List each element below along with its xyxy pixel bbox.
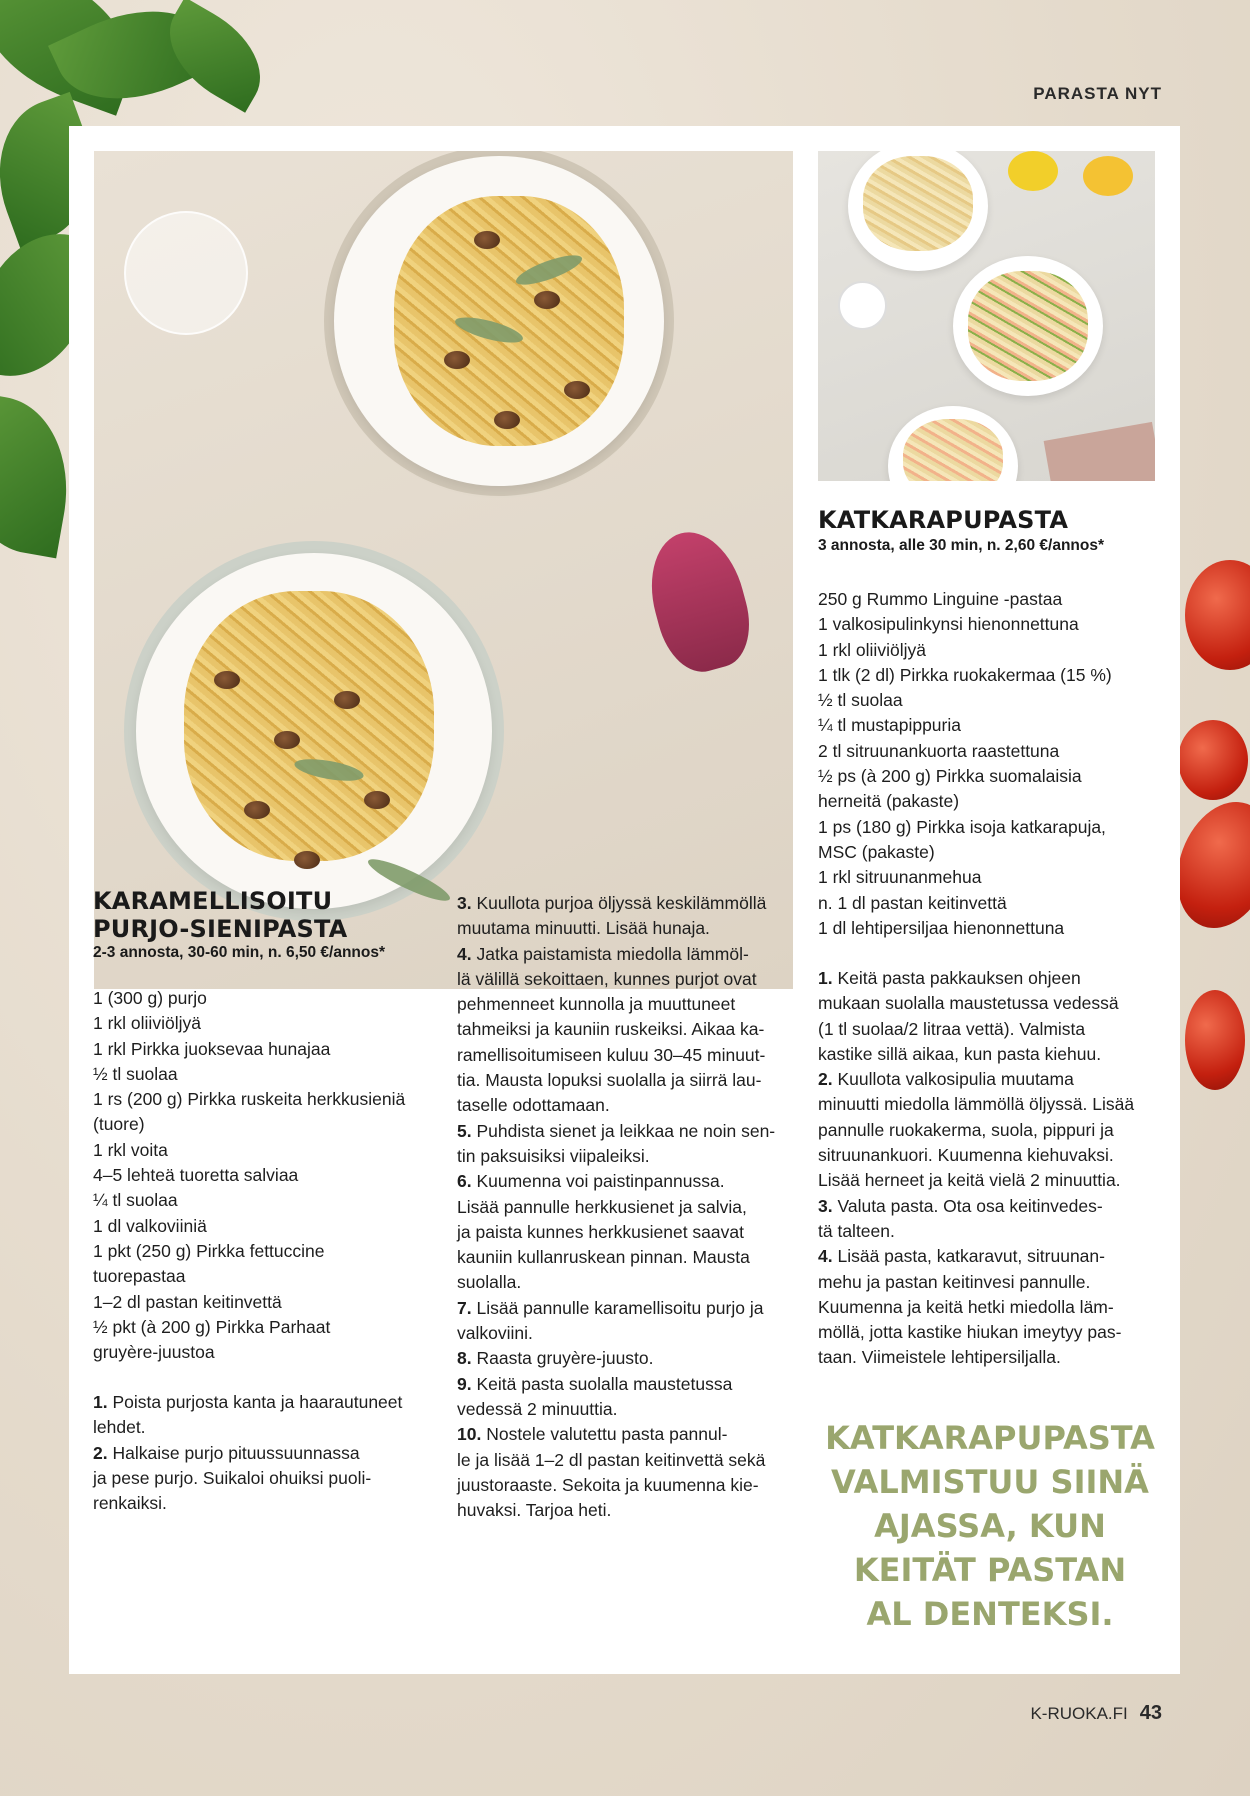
step-line	[457, 1397, 775, 1422]
step-number: 9.	[457, 1373, 477, 1394]
recipe2-meta: 3 annosta, alle 30 min, n. 2,60 €/annos*	[818, 537, 1105, 554]
step-number: 3.	[818, 1195, 838, 1216]
step-text: Jatka paistamista miedolla lämmöl-	[476, 943, 749, 964]
step-text: Nostele valutettu pasta pannul-	[486, 1424, 728, 1445]
page-number: 43	[1139, 1702, 1162, 1724]
step-line	[93, 1415, 402, 1440]
step-text: Lisää pannulle karamellisoitu purjo ja	[476, 1297, 764, 1318]
ingredient-item: 1 dl lehtipersiljaa hienonnettuna	[818, 917, 1065, 938]
ingredient-item: MSC (pakaste)	[818, 841, 935, 862]
step-line	[93, 1390, 402, 1415]
ingredient-item: 1 rkl oliiviöljyä	[818, 639, 926, 660]
step-line	[457, 891, 775, 916]
step-line	[818, 1219, 1134, 1244]
step-line	[818, 1194, 1134, 1219]
recipe1-meta: 2-3 annosta, 30-60 min, n. 6,50 €/annos*	[93, 944, 386, 961]
step-line	[457, 1169, 775, 1194]
step-line	[818, 1295, 1134, 1320]
step-line	[457, 1270, 775, 1295]
step-line	[457, 1245, 775, 1270]
protea-flower	[637, 522, 760, 681]
step-text: Halkaise purjo pituussuunnassa	[112, 1442, 360, 1463]
ingredient-item: 1 valkosipulinkynsi hienonnettuna	[818, 614, 1079, 635]
step-number: 2.	[818, 1069, 838, 1090]
ingredient-item: 1 tlk (2 dl) Pirkka ruokakermaa (15 %)	[818, 664, 1112, 685]
step-line	[457, 1195, 775, 1220]
step-text: möllä, jotta kastike hiukan imeytyy pas-	[818, 1322, 1122, 1343]
step-line	[457, 942, 775, 967]
step-text: Kuullota valkosipulia muutama	[837, 1069, 1074, 1090]
recipe1-ingredients	[93, 986, 405, 1365]
step-text: tin paksuisiksi viipaleiksi.	[457, 1145, 650, 1166]
ingredient-item: n. 1 dl pastan keitinvettä	[818, 892, 1007, 913]
step-text: suolalla.	[457, 1272, 522, 1293]
step-text: ramellisoitumiseen kuluu 30–45 minuut-	[457, 1044, 766, 1065]
step-text: Lisää pannulle herkkusienet ja salvia,	[457, 1196, 747, 1217]
ingredient-item: ¼ tl suolaa	[93, 1190, 178, 1211]
step-text: le ja lisää 1–2 dl pastan keitinvettä sekä	[457, 1449, 766, 1470]
step-number: 10.	[457, 1424, 487, 1445]
leek-mushroom-pasta-photo	[94, 151, 793, 989]
step-line	[93, 1466, 402, 1491]
step-number: 8.	[457, 1348, 477, 1369]
shrimp-pasta-photo	[818, 151, 1155, 481]
step-text: muutama minuutti. Lisää hunaja.	[457, 918, 710, 939]
step-line	[818, 1118, 1134, 1143]
quote-line: VALMISTUU SIINÄ	[831, 1463, 1149, 1501]
step-text: sitruunankuori. Kuumenna kiehuvaksi.	[818, 1145, 1114, 1166]
recipe1-title: KARAMELLISOITU PURJO-SIENIPASTA	[93, 887, 348, 943]
step-text: Keitä pasta suolalla maustetussa	[476, 1373, 733, 1394]
step-line	[818, 966, 1134, 991]
step-text: Kuullota purjoa öljyssä keskilämmöllä	[476, 893, 767, 913]
ingredient-item: 1 pkt (250 g) Pirkka fettuccine	[93, 1240, 325, 1261]
step-line	[457, 1017, 775, 1042]
quote-line: KATKARAPUPASTA	[825, 1419, 1155, 1457]
ingredient-item: tuorepastaa	[93, 1266, 186, 1287]
ingredient-item: 1 rkl voita	[93, 1139, 168, 1160]
step-text: pehmenneet kunnolla ja muuttuneet	[457, 994, 736, 1015]
step-number: 3.	[457, 893, 477, 913]
ingredient-item: ½ pkt (à 200 g) Pirkka Parhaat	[93, 1316, 331, 1337]
step-line	[818, 1042, 1134, 1067]
step-text: Raasta gruyère-juusto.	[476, 1348, 654, 1369]
step-line	[93, 1491, 402, 1516]
ingredient-item: 1 dl valkoviiniä	[93, 1215, 207, 1236]
step-line	[818, 1270, 1134, 1295]
ingredient-item: ½ tl suolaa	[93, 1063, 178, 1084]
step-line	[457, 916, 775, 941]
step-text: valkoviini.	[457, 1323, 533, 1344]
step-text: minuutti miedolla lämmöllä öljyssä. Lisää	[818, 1094, 1135, 1115]
step-line	[818, 991, 1134, 1016]
step-text: Puhdista sienet ja leikkaa ne noin sen-	[476, 1120, 776, 1141]
step-line	[457, 1422, 775, 1447]
lemon-half	[1083, 156, 1133, 196]
ingredient-item: 1 rkl sitruunanmehua	[818, 867, 982, 888]
ingredient-item: ½ tl suolaa	[818, 690, 903, 711]
ingredient-item: 2 tl sitruunankuorta raastettuna	[818, 740, 1060, 761]
recipe2-title: KATKARAPUPASTA	[818, 506, 1069, 534]
step-line	[457, 1144, 775, 1169]
step-number: 4.	[818, 1246, 838, 1267]
step-line	[457, 1473, 775, 1498]
section-label: PARASTA NYT	[1033, 84, 1162, 103]
step-number: 1.	[818, 968, 838, 988]
step-text: juustoraaste. Sekoita ja kuumenna kie-	[457, 1474, 759, 1495]
ingredient-item: herneitä (pakaste)	[818, 791, 960, 812]
ingredient-item: 1 rkl oliiviöljyä	[93, 1013, 201, 1034]
step-line	[818, 1244, 1134, 1269]
step-line	[818, 1320, 1134, 1345]
ingredient-item: ¼ tl mustapippuria	[818, 715, 961, 736]
recipe1-steps-col1	[93, 1390, 402, 1516]
step-number: 2.	[93, 1442, 113, 1463]
wine-glass	[124, 211, 248, 335]
step-text: taselle odottamaan.	[457, 1095, 610, 1116]
ingredient-item: gruyère-juustoa	[93, 1342, 215, 1363]
step-text: ja pese purjo. Suikaloi ohuiksi puoli-	[93, 1467, 372, 1488]
ingredient-item: ½ ps (à 200 g) Pirkka suomalaisia	[818, 766, 1082, 787]
step-line	[93, 1441, 402, 1466]
step-line	[457, 1346, 775, 1371]
quote-line: AJASSA, KUN	[874, 1507, 1106, 1545]
recipe2-ingredients	[818, 587, 1112, 941]
step-text: lehdet.	[93, 1417, 146, 1438]
step-text: (1 tl suolaa/2 litraa vettä). Valmista	[818, 1018, 1086, 1039]
step-text: ja paista kunnes herkkusienet saavat	[457, 1221, 744, 1242]
ingredient-item: 1 (300 g) purjo	[93, 988, 207, 1008]
step-text: kauniin kullanruskean pinnan. Mausta	[457, 1247, 750, 1268]
step-line	[457, 967, 775, 992]
ingredient-item: (tuore)	[93, 1114, 145, 1135]
step-line	[457, 1068, 775, 1093]
step-text: mehu ja pastan keitinvesi pannulle.	[818, 1271, 1091, 1292]
step-line	[457, 1498, 775, 1523]
step-line	[457, 1448, 775, 1473]
ingredient-item: 250 g Rummo Linguine -pastaa	[818, 589, 1063, 609]
step-text: Lisää herneet ja keitä vielä 2 minuuttia.	[818, 1170, 1121, 1191]
step-text: mukaan suolalla maustetussa vedessä	[818, 993, 1119, 1014]
step-line	[457, 1296, 775, 1321]
step-text: huvaksi. Tarjoa heti.	[457, 1500, 612, 1521]
step-text: kastike sillä aikaa, kun pasta kiehuu.	[818, 1043, 1102, 1064]
step-line	[818, 1345, 1134, 1370]
step-text: Lisää pasta, katkaravut, sitruunan-	[837, 1246, 1105, 1267]
step-line	[457, 1043, 775, 1068]
lemon	[1008, 151, 1058, 191]
step-text: tia. Mausta lopuksi suolalla ja siirrä lau-	[457, 1070, 762, 1091]
step-text: lä välillä sekoittaen, kunnes purjot ovat	[457, 968, 757, 989]
step-text: Poista purjosta kanta ja haarautuneet	[112, 1392, 403, 1412]
step-line	[457, 1321, 775, 1346]
ingredient-item: 1 rs (200 g) Pirkka ruskeita herkkusieniä	[93, 1089, 406, 1110]
recipe1-steps-col2	[457, 891, 775, 1523]
step-line	[818, 1067, 1134, 1092]
step-line	[818, 1168, 1134, 1193]
step-line	[457, 1220, 775, 1245]
step-text: Kuumenna ja keitä hetki miedolla läm-	[818, 1296, 1114, 1317]
step-text: tä talteen.	[818, 1220, 895, 1241]
step-text: renkaiksi.	[93, 1493, 167, 1514]
step-text: Keitä pasta pakkauksen ohjeen	[837, 968, 1081, 988]
step-number: 6.	[457, 1171, 477, 1192]
step-number: 5.	[457, 1120, 477, 1141]
site-name: K-RUOKA.FI	[1030, 1704, 1128, 1723]
step-text: pannulle ruokakerma, suola, pippuri ja	[818, 1119, 1114, 1140]
step-text: Kuumenna voi paistinpannussa.	[476, 1171, 725, 1192]
step-line	[818, 1092, 1134, 1117]
step-text: vedessä 2 minuuttia.	[457, 1398, 618, 1419]
step-text: taan. Viimeistele lehtipersiljalla.	[818, 1347, 1061, 1368]
recipe2-steps	[818, 966, 1134, 1371]
ingredient-item: 1–2 dl pastan keitinvettä	[93, 1291, 282, 1312]
step-line	[457, 1372, 775, 1397]
page-footer	[1030, 1702, 1162, 1725]
quote-line: KEITÄT PASTAN	[853, 1551, 1127, 1589]
quote-line: AL DENTEKSI.	[866, 1595, 1114, 1633]
step-number: 4.	[457, 943, 477, 964]
step-number: 1.	[93, 1392, 113, 1412]
pull-quote	[817, 1416, 1163, 1636]
salt-bowl	[838, 281, 887, 330]
step-line	[818, 1017, 1134, 1042]
step-number: 7.	[457, 1297, 477, 1318]
step-line	[818, 1143, 1134, 1168]
napkin	[1044, 422, 1155, 481]
step-line	[457, 1093, 775, 1118]
step-line	[457, 1119, 775, 1144]
ingredient-item: 4–5 lehteä tuoretta salviaa	[93, 1165, 299, 1186]
ingredient-item: 1 rkl Pirkka juoksevaa hunajaa	[93, 1038, 331, 1059]
step-line	[457, 992, 775, 1017]
step-text: Valuta pasta. Ota osa keitinvedes-	[837, 1195, 1103, 1216]
recipe-card	[69, 126, 1180, 1674]
step-text: tahmeiksi ja kauniin ruskeiksi. Aikaa ka-	[457, 1019, 765, 1040]
ingredient-item: 1 ps (180 g) Pirkka isoja katkarapuja,	[818, 816, 1106, 837]
